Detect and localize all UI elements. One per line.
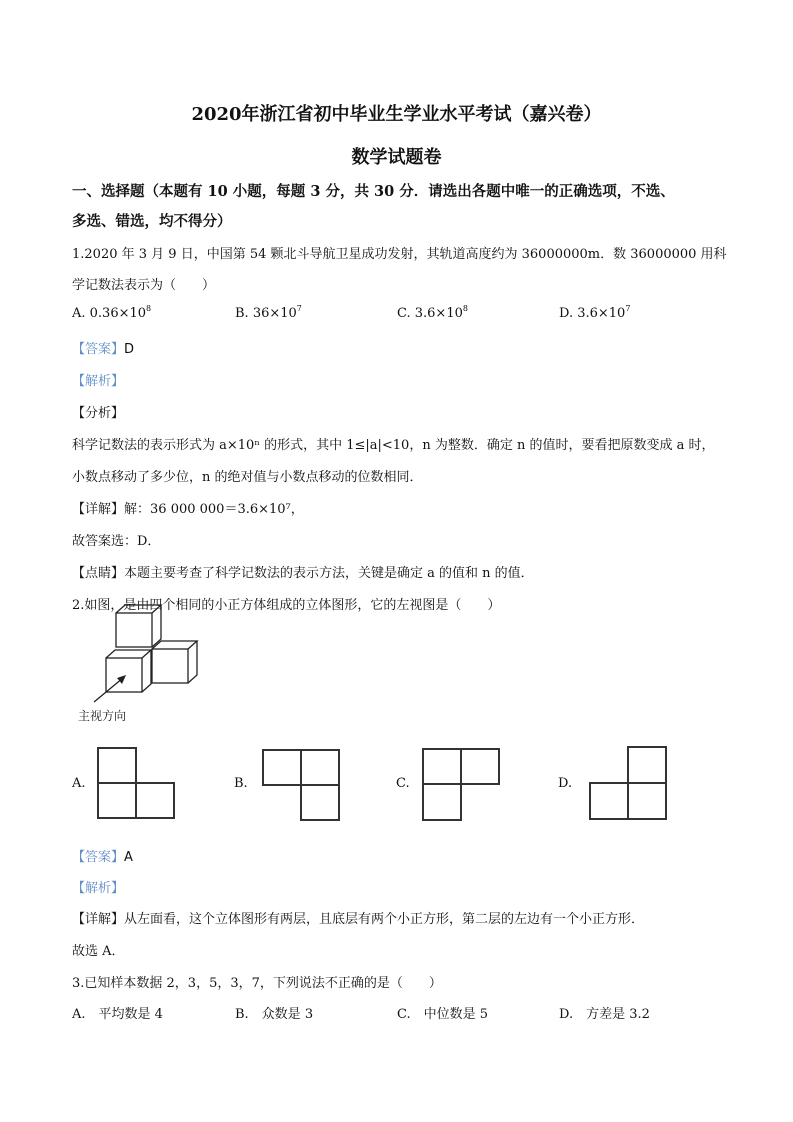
q2-option-b-label: B. [234,776,248,791]
q1-option-a: A. $0.36\times 10^8$ [72,304,152,321]
q2-option-a-label: A. [72,776,86,791]
detail-tag: 【详解】 [72,912,125,927]
view-direction-caption: 主视方向 [78,709,127,723]
section-heading-line2: 多选、错选，均不得分） [72,213,232,230]
q1-analysis-tag: 【解析】 [72,374,125,389]
page-subtitle: 数学试题卷 [351,147,442,168]
q3-option-a: A. 平均数是 4 [72,1007,163,1022]
q3-option-b: B. 众数是 3 [235,1007,314,1022]
q1-fenxi-line2: 小数点移动了多少位，n 的绝对值与小数点移动的位数相同． [72,470,423,485]
question-3-line1: 3.已知样本数据 2，3，5，3，7，下列说法不正确的是（ ） [72,976,442,991]
cube-stack-illustration [76,598,206,724]
answer-tag: 【答案】 [72,342,125,357]
q2-detail [72,908,644,927]
q1-comment [72,562,534,581]
q1-fenxi-tag: 【分析】 [72,406,125,421]
q2-conclusion: 故选 A． [72,944,125,959]
section-heading-line1: 一、选择题（本题有 10 小题，每题 3 分，共 30 分．请选出各题中唯一的正确选项，不选、 [72,183,675,200]
q1-conclusion: 故答案选：D． [72,534,161,549]
q1-option-b: B. $36\times 10^7$ [235,304,302,321]
q2-option-c-label: C. [396,776,410,791]
comment-text: 本题主要考查了科学记数法的表示方法，关键是确定 a 的值和 n 的值． [124,566,534,581]
q1-fenxi-line1: 科学记数法的表示形式为 a×10ⁿ 的形式，其中 1≤|a|<10，n 为整数．确定 n 的值时，要看把原数变成 a 时， [72,438,715,453]
q1-answer [72,338,134,357]
detail-text: 解：36 000 000＝3.6×10⁷， [124,502,304,517]
q1-option-d: D. $3.6\times 10^7$ [559,304,631,321]
question-1-line2: 学记数法表示为（ ） [72,278,216,293]
detail-tag: 【详解】 [72,502,125,517]
q1-detail [72,498,304,517]
page-title: 2020年浙江省初中毕业生学业水平考试（嘉兴卷） [191,104,602,125]
question-2-line1: 2.如图，是由四个相同的小正方体组成的立体图形，它的左视图是（ ） [72,598,501,613]
answer-value: D [124,342,135,357]
question-1-line1: 1.2020 年 3 月 9 日，中国第 54 颗北斗导航卫星成功发射，其轨道高度约为 36000000m．数 36000000 用科 [72,247,727,262]
comment-tag: 【点睛】 [72,566,125,581]
cube-figure [76,598,206,724]
q1-option-c: C. $3.6\times 10^8$ [397,304,468,321]
detail-text: 从左面看，这个立体图形有两层，且底层有两个小正方形，第二层的左边有一个小正方形． [124,912,645,927]
answer-value: A [124,850,133,865]
q3-option-c: C. 中位数是 5 [397,1007,489,1022]
q2-answer [72,846,133,865]
q3-option-d: D. 方差是 3.2 [559,1007,650,1022]
q2-analysis-tag: 【解析】 [72,881,125,896]
answer-tag: 【答案】 [72,850,125,865]
q2-option-d-label: D. [558,776,573,791]
